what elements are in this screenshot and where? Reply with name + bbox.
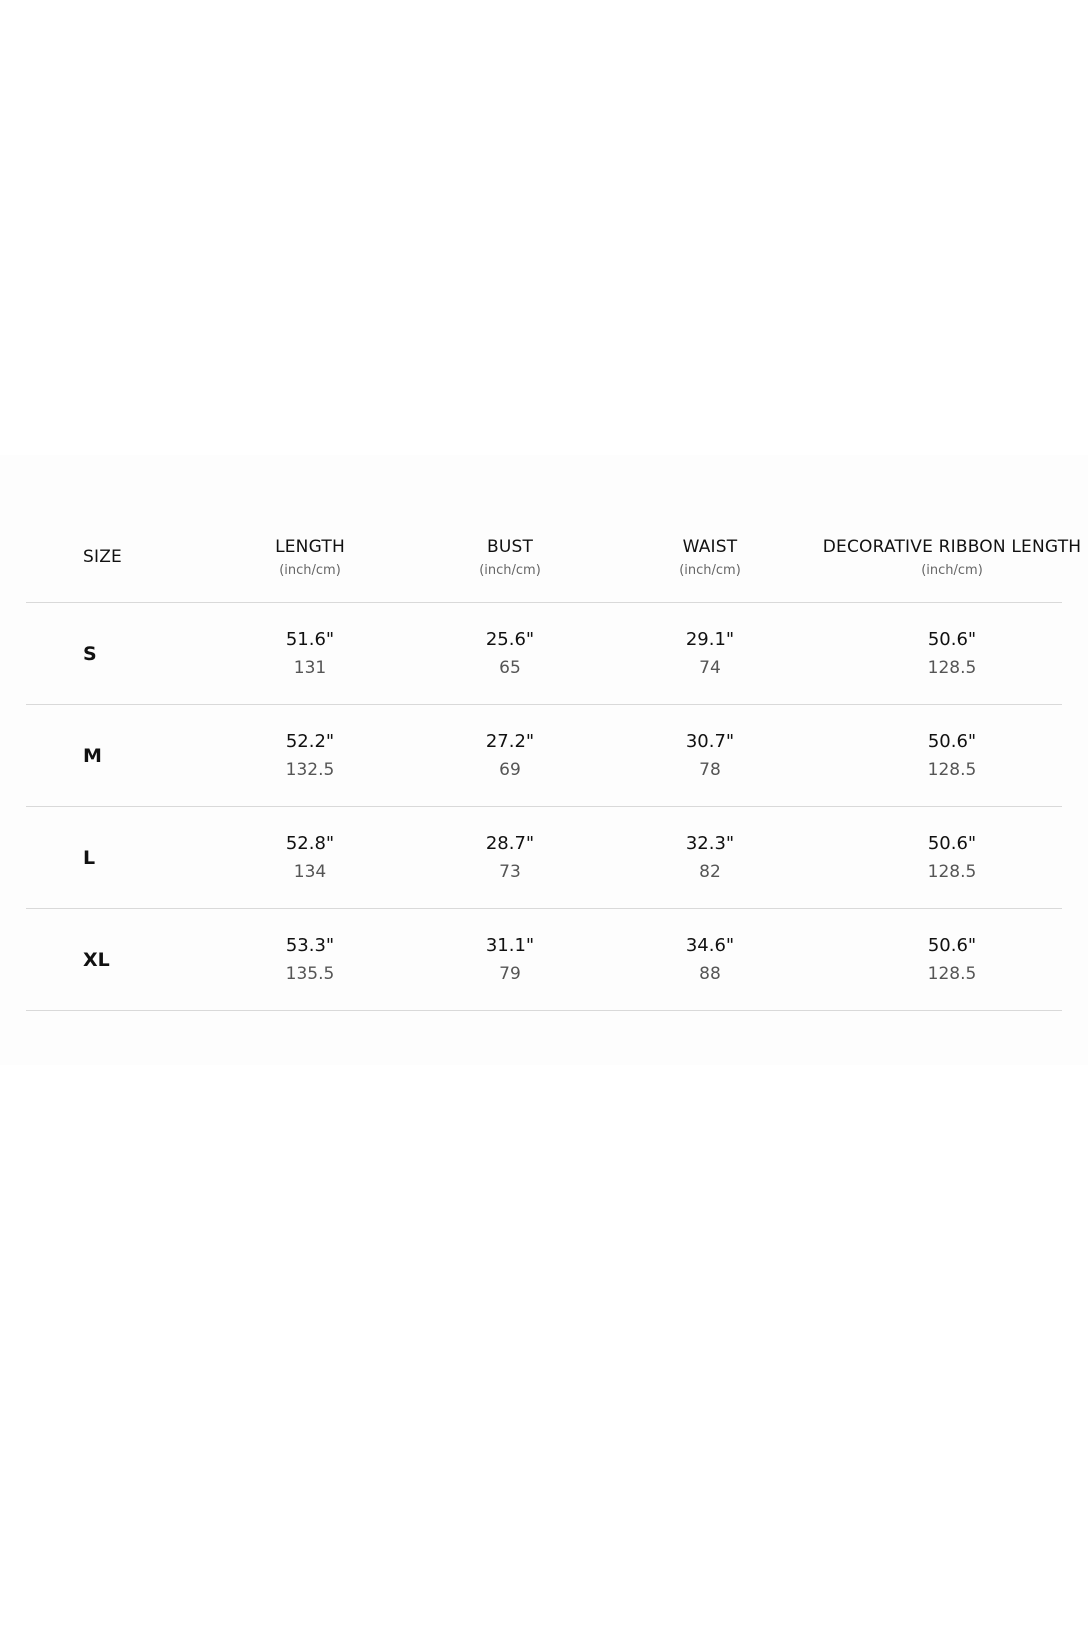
table-row (26, 909, 1062, 1011)
value-cm: 82 (699, 862, 721, 882)
header-length-cell (225, 490, 395, 602)
value-inch: 30.7" (685, 731, 735, 752)
ribbon-length-cell (825, 705, 1079, 806)
size-cell (83, 807, 203, 908)
length-cell (225, 909, 395, 1010)
size-label: M (83, 744, 102, 767)
bust-cell (425, 603, 595, 704)
header-ribbon-length-title: DECORATIVE RIBBON LENGTH (822, 537, 1082, 557)
header-length-unit: (inch/cm) (279, 563, 341, 578)
value-cm: 78 (699, 760, 721, 780)
value-inch: 50.6" (927, 833, 977, 854)
header-ribbon-length-cell (822, 490, 1082, 602)
header-size-label: SIZE (83, 547, 122, 567)
header-size-cell (83, 490, 203, 602)
table-header-row (26, 490, 1082, 603)
value-cm: 88 (699, 964, 721, 984)
table-row (26, 705, 1062, 807)
waist-cell (625, 705, 795, 806)
value-inch: 29.1" (685, 629, 735, 650)
value-cm: 134 (293, 862, 327, 882)
value-inch: 52.2" (285, 731, 335, 752)
value-inch: 32.3" (685, 833, 735, 854)
value-cm: 79 (499, 964, 521, 984)
value-inch: 31.1" (485, 935, 535, 956)
value-cm: 128.5 (927, 658, 977, 678)
value-cm: 131 (293, 658, 327, 678)
value-cm: 73 (499, 862, 521, 882)
size-label: L (83, 846, 96, 869)
value-inch: 50.6" (927, 731, 977, 752)
value-cm: 128.5 (927, 964, 977, 984)
table-row (26, 807, 1062, 909)
ribbon-length-cell (825, 909, 1079, 1010)
size-cell (83, 603, 203, 704)
size-cell (83, 909, 203, 1010)
waist-cell (625, 909, 795, 1010)
bust-cell (425, 909, 595, 1010)
size-label: XL (83, 948, 110, 971)
header-waist-cell (625, 490, 795, 602)
table-row (26, 603, 1062, 705)
value-inch: 27.2" (485, 731, 535, 752)
value-cm: 74 (699, 658, 721, 678)
size-cell (83, 705, 203, 806)
header-bust-cell (425, 490, 595, 602)
header-bust-unit: (inch/cm) (479, 563, 541, 578)
value-inch: 51.6" (285, 629, 335, 650)
value-cm: 132.5 (285, 760, 335, 780)
value-cm: 69 (499, 760, 521, 780)
value-inch: 34.6" (685, 935, 735, 956)
value-cm: 128.5 (927, 862, 977, 882)
value-inch: 50.6" (927, 629, 977, 650)
value-inch: 52.8" (285, 833, 335, 854)
header-ribbon-length-unit: (inch/cm) (921, 563, 983, 578)
bust-cell (425, 807, 595, 908)
header-length-title: LENGTH (275, 537, 345, 557)
ribbon-length-cell (825, 807, 1079, 908)
value-cm: 135.5 (285, 964, 335, 984)
bust-cell (425, 705, 595, 806)
length-cell (225, 807, 395, 908)
size-chart-table (26, 490, 1082, 1011)
length-cell (225, 705, 395, 806)
value-inch: 25.6" (485, 629, 535, 650)
value-inch: 53.3" (285, 935, 335, 956)
waist-cell (625, 603, 795, 704)
value-inch: 50.6" (927, 935, 977, 956)
header-waist-unit: (inch/cm) (679, 563, 741, 578)
header-waist-title: WAIST (682, 537, 738, 557)
value-inch: 28.7" (485, 833, 535, 854)
value-cm: 128.5 (927, 760, 977, 780)
size-label: S (83, 642, 97, 665)
waist-cell (625, 807, 795, 908)
header-bust-title: BUST (486, 537, 534, 557)
length-cell (225, 603, 395, 704)
value-cm: 65 (499, 658, 521, 678)
ribbon-length-cell (825, 603, 1079, 704)
